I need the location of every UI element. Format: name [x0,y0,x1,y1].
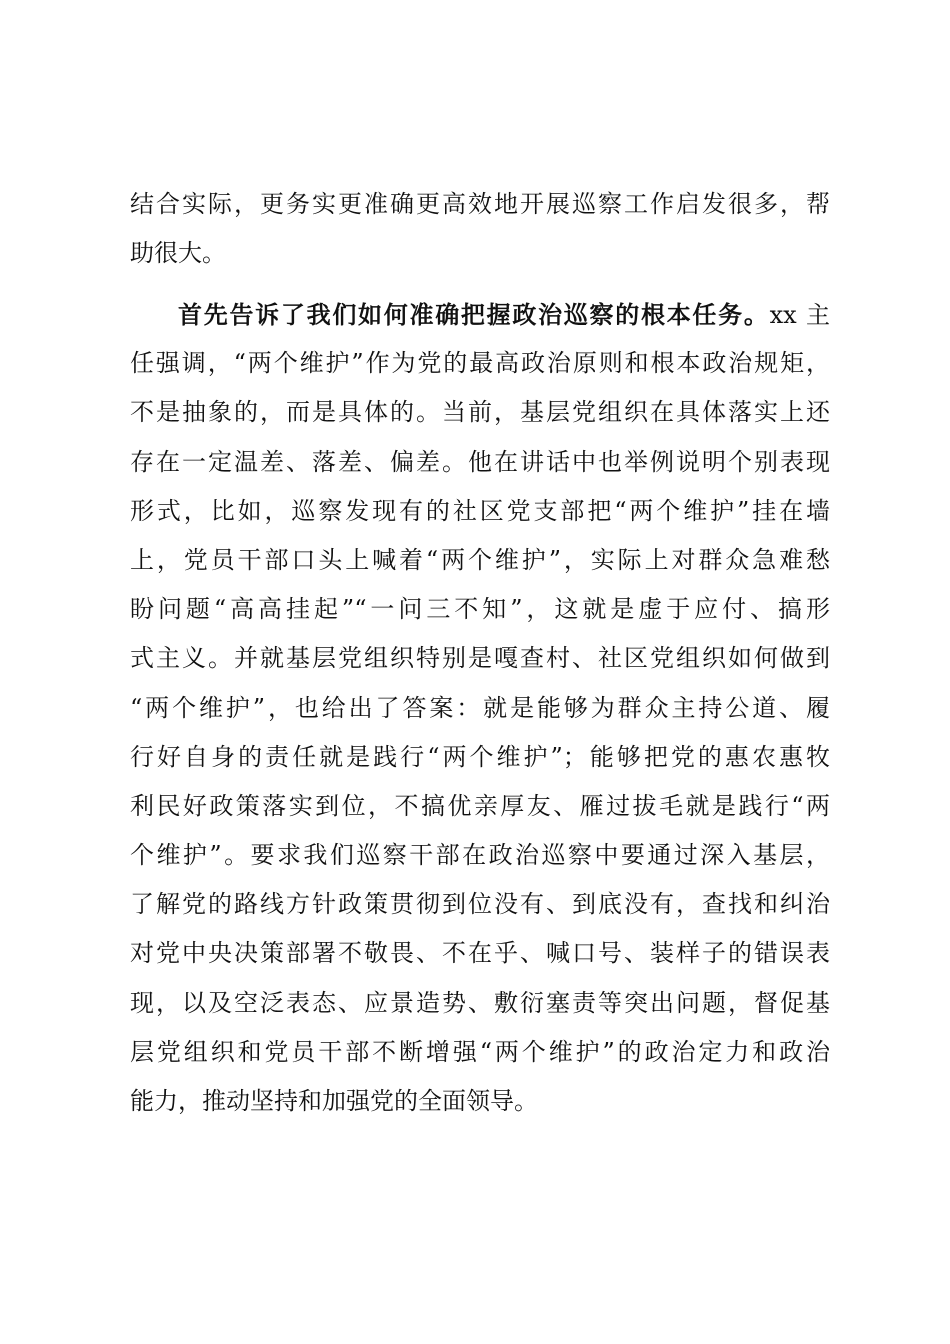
paragraph-line: 存在一定温差、落差、偏差。他在讲话中也举例说明个别表现 [130,447,830,476]
paragraph-line: 层党组织和党员干部不断增强“两个维护”的政治定力和政治 [130,1037,830,1066]
paragraph-first-line-rest: xx 主 [769,301,830,329]
paragraph-line: 现，以及空泛表态、应景造势、敷衍塞责等突出问题，督促基 [130,988,830,1017]
paragraph-line: 式主义。并就基层党组织特别是嘎查村、社区党组织如何做到 [130,644,830,673]
paragraph-1 [130,180,830,278]
paragraph-line: 任强调，“两个维护”作为党的最高政治原则和根本政治规矩， [130,349,830,378]
paragraph-line: 形式，比如，巡察发现有的社区党支部把“两个维护”挂在墙 [130,496,830,525]
paragraph-line: 对党中央决策部署不敬畏、不在乎、喊口号、装样子的错误表 [130,939,830,968]
paragraph-line: 行好自身的责任就是践行“两个维护”；能够把党的惠农惠牧 [130,742,830,771]
paragraph-first-line [130,290,830,339]
paragraph-line: 个维护”。要求我们巡察干部在政治巡察中要通过深入基层， [130,841,830,870]
paragraph-line: 了解党的路线方针政策贯彻到位没有、到底没有，查找和纠治 [130,890,830,919]
paragraph-line: “两个维护”，也给出了答案：就是能够为群众主持公道、履 [130,693,830,722]
paragraph-line: 不是抽象的，而是具体的。当前，基层党组织在具体落实上还 [130,398,830,427]
paragraph-line: 助很大。 [130,239,226,268]
paragraph-line: 盼问题“高高挂起”“一问三不知”，这就是虚于应付、搞形 [130,595,830,624]
paragraph-line: 利民好政策落实到位，不搞优亲厚友、雁过拔毛就是践行“两 [130,791,830,820]
paragraph-line: 结合实际，更务实更准确更高效地开展巡察工作启发很多，帮 [130,190,830,218]
paragraph-line: 能力，推动坚持和加强党的全面领导。 [130,1087,538,1115]
paragraph-lead-sentence: 首先告诉了我们如何准确把握政治巡察的根本任务。 [178,300,770,329]
paragraph-2 [130,290,830,1126]
paragraph-line: 上，党员干部口头上喊着“两个维护”，实际上对群众急难愁 [130,545,830,574]
